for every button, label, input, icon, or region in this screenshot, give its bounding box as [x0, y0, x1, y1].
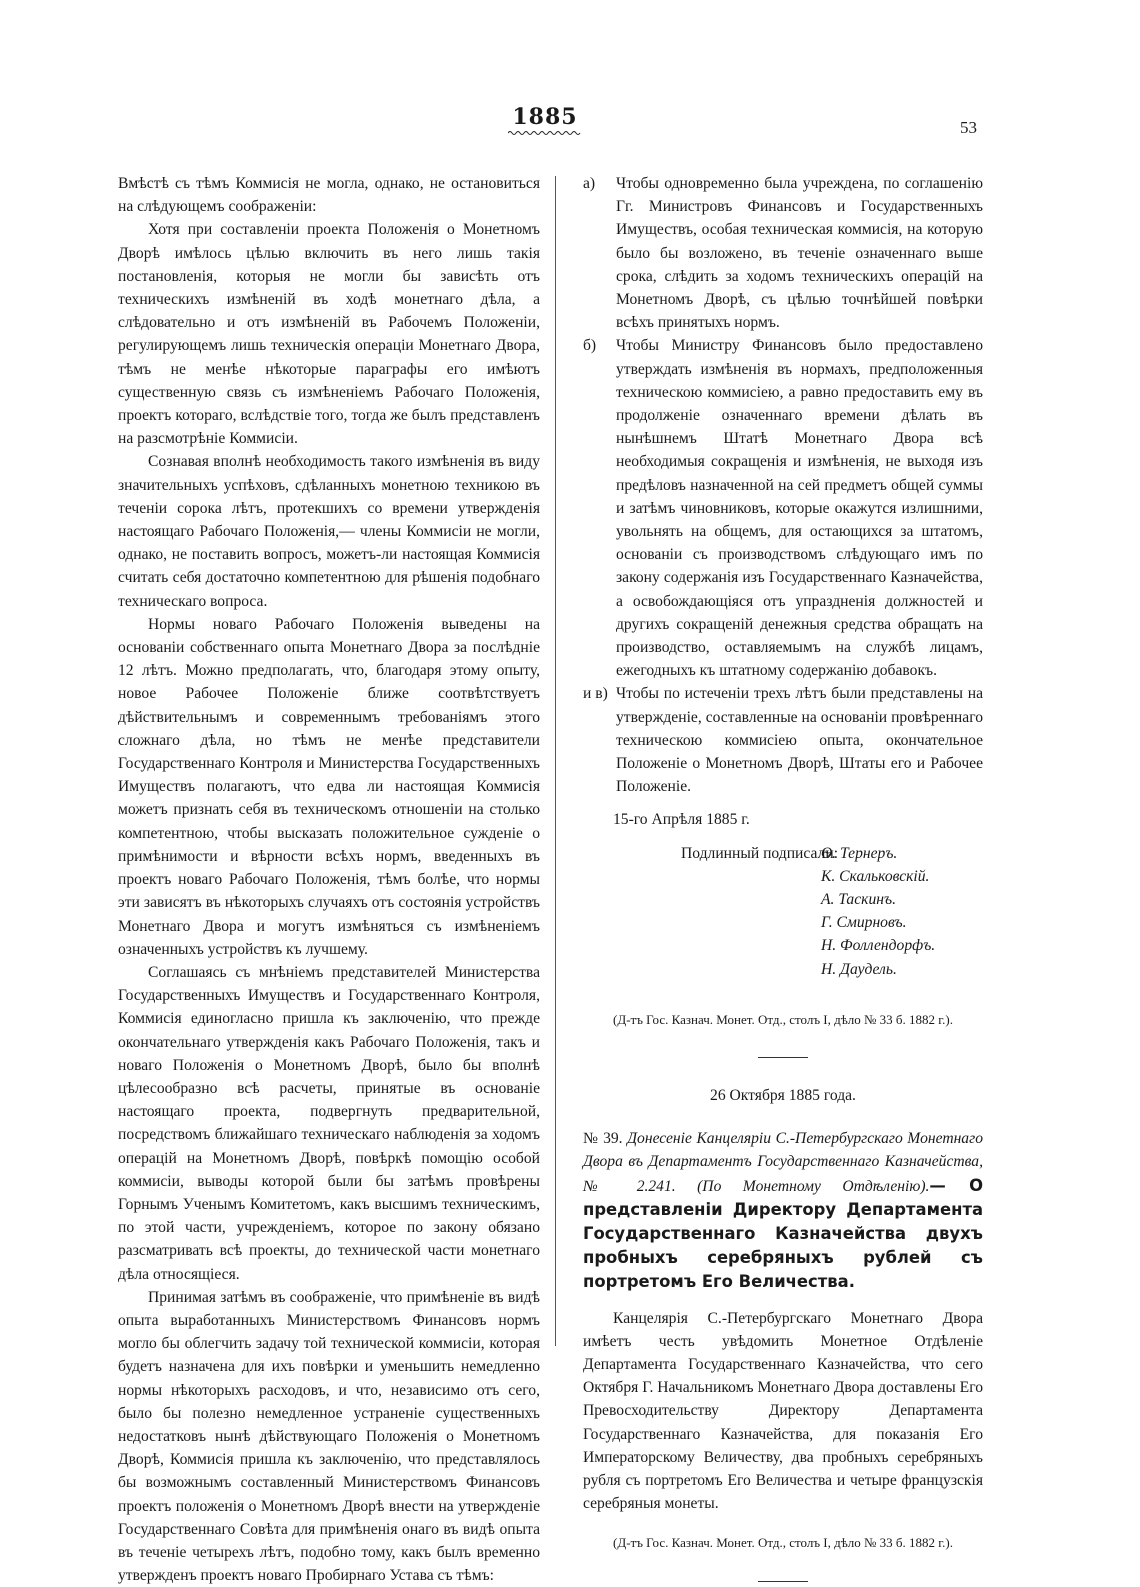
- signature: Г. Смирновъ.: [821, 914, 907, 932]
- archive-reference: (Д-тъ Гос. Казнач. Монет. Отд., столъ I, дѣло № 33 б. 1882 г.).: [613, 1535, 953, 1551]
- list-item: [583, 172, 983, 334]
- paragraph: Соглашаясь съ мнѣніемъ представителей Министерства Государственныхъ Имуществъ и Государственнаго Контроля, Коммисія единогласно пришла къ заключенію, что прежде окончательнаго утвержденія какъ Рабочаго Положенія, такъ и новаго Положенія о Монетномъ Дворѣ, было бы вполнѣ цѣлесообразно всѣ расчеты, принятые въ основаніе настоящаго проекта, подвергнуть предварительной, посредствомъ ближайшаго техническаго наблюденія за ходомъ операцій на Монетномъ Дворѣ, повѣркѣ помощію особой коммисіи, выводы которой были бы затѣмъ провѣрены Горнымъ Ученымъ Комитетомъ, какъ высшимъ техническимъ, по этой части, учрежденіемъ, которое по закону обязано разсматривать всѣ проекты, до технической части монетнаго дѣла относящіеся.: [118, 963, 540, 1283]
- signature: Ѳ. Тернеръ.: [821, 844, 898, 862]
- signature-list: [821, 842, 935, 981]
- paragraph: Сознавая вполнѣ необходимость такого измѣненія въ виду значительныхъ успѣховъ, сдѣланныхъ монетною техникою въ теченіи сорока лѣтъ, протекшихъ со времени утвержденія настоящаго Рабочаго Положенія,— члены Коммисіи не могли, однако, не поставить вопросъ, можетъ-ли настоящая Коммисія считать себя достаточно компетентною для рѣшенія подобнаго техническаго вопроса.: [118, 453, 540, 610]
- list-item-label: и в): [583, 685, 608, 703]
- signature: А. Таскинъ.: [821, 891, 896, 909]
- list-item: [583, 682, 983, 798]
- list-item-label: а): [583, 175, 596, 192]
- document-heading: [583, 1127, 983, 1294]
- paragraph: Вмѣстѣ съ тѣмъ Коммисія не могла, однако, не остановиться на слѣдующемъ соображеніи:: [118, 175, 540, 216]
- list-item-text: Чтобы по истеченіи трехъ лѣтъ были представлены на утвержденіе, составленные на основаніи провѣреннаго техническою коммисіею опыта, окончательное Положеніе о Монетномъ Дворѣ, Штаты его и Рабочее Положеніе.: [616, 685, 983, 796]
- list-item-label: б): [583, 337, 597, 355]
- list-item: [583, 334, 983, 682]
- left-column: [118, 172, 540, 1587]
- document-body: Канцелярія С.-Петербургскаго Монетнаго Двора имѣетъ честь увѣдомить Монетное Отдѣленіе Департамента Государственнаго Казначейства, что сего Октября Г. Начальникомъ Монетнаго Двора доставлены Его Превосходительству Директору Департамента Государственнаго Казначейства, для показанія Его Императорскому Величеству, два пробныхъ серебряныхъ рубля съ портретомъ Его Величества и четыре французскія серебряныя монеты.: [583, 1309, 983, 1513]
- wavy-underline: [508, 130, 582, 136]
- signature: Н. Фоллендорфъ.: [821, 937, 936, 955]
- list-item-text: Чтобы Министру Финансовъ было предоставлено утверждать измѣненія въ нормахъ, предположенныя техническою коммисіею, а равно предоставить ему въ продолженіе означеннаго времени дѣлать въ нынѣшнемъ Штатѣ Монетнаго Двора всѣ необходимыя сокращенія и измѣненія, не выходя изъ предѣловъ назначенной на сей предметъ общей суммы и затѣмъ чиновниковъ, которые окажутся излишними, увольнять на общемъ, для остающихся за штатомъ, основаніи съ производствомъ слѣдующаго имъ по закону содержанія изъ Государственнаго Казначейства, а освобождающіяся отъ упраздненія должностей и другихъ сокращеній денежныя средства обращать на производство, оставляемымъ на службѣ лицамъ, ежегодныхъ къ штатному содержанію добавокъ.: [616, 337, 983, 680]
- page-number: 53: [960, 118, 977, 137]
- column-divider: [555, 176, 556, 1346]
- signed-intro: Подлинный подписали:: [681, 844, 839, 862]
- separator-line: [758, 1057, 808, 1058]
- paragraph: Хотя при составленіи проекта Положенія о Монетномъ Дворѣ имѣлось цѣлью включить въ него лишь такія постановленія, которыя не могли бы зависѣть отъ техническихъ измѣненій въ ходѣ монетнаго дѣла, а слѣдовательно и отъ измѣненій въ Рабочемъ Положеніи, регулирующемъ лишь техническія операціи Монетнаго Двора, тѣмъ не менѣе нѣкоторые параграфы его имѣютъ существенную связь съ измѣненіемъ Рабочаго Положенія, проектъ котораго, вслѣдствіе того, тогда же былъ представленъ на разсмотрѣніе Коммисіи.: [118, 221, 540, 448]
- document-title-bold: — О представленіи Директору Департамента Государственнаго Казначейства двухъ пробныхъ серебряныхъ рублей съ портретомъ Его Величества.: [583, 1175, 983, 1292]
- right-column: [583, 172, 983, 1582]
- page-year-heading: 1885: [512, 104, 578, 130]
- signature: К. Скальковскій.: [821, 867, 930, 885]
- signature: Н. Даудель.: [821, 960, 897, 978]
- document-number: № 39.: [583, 1130, 623, 1148]
- document-date: 15-го Апрѣля 1885 г.: [613, 811, 750, 829]
- separator-line: [758, 1581, 808, 1582]
- signature-block: [583, 842, 983, 1004]
- section-date: 26 Октября 1885 года.: [710, 1086, 856, 1104]
- paragraph: Принимая затѣмъ въ соображеніе, что примѣненіе въ видѣ опыта выработанныхъ Министерствомъ Финансовъ нормъ могло бы облегчить задачу той технической коммисіи, которая будетъ назначена для ихъ повѣрки и уменьшить немедленно нормы нѣкоторыхъ расходовъ, и что, независимо отъ сего, было бы полезно немедленное устраненіе существенныхъ недостатковъ нынѣ дѣйствующаго Положенія о Монетномъ Дворѣ, Коммисія пришла къ заключенію, что представлялось бы возможнымъ составленный Министерствомъ Финансовъ проектъ положенія о Монетномъ Дворѣ внести на утвержденіе Государственнаго Совѣта для примѣненія онаго въ видѣ опыта въ теченіе четырехъ лѣтъ, подобно тому, какъ былъ временно утвержденъ проектъ новаго Пробирнаго Устава съ тѣмъ:: [118, 1288, 540, 1585]
- list-item-text: Чтобы одновременно была учреждена, по соглашенію Гг. Министровъ Финансовъ и Государственныхъ Имуществъ, особая техническая коммисія, на которую было бы возложено, въ теченіе означеннаго выше срока, слѣдить за ходомъ техническихъ операцій на Монетномъ Дворѣ, съ цѣлью точнѣйшей повѣрки всѣхъ принятыхъ нормъ.: [616, 175, 983, 332]
- archive-reference: (Д-тъ Гос. Казнач. Монет. Отд., столъ I, дѣло № 33 б. 1882 г.).: [613, 1011, 953, 1027]
- paragraph: Нормы новаго Рабочаго Положенія выведены на основаніи собственнаго опыта Монетнаго Двора за послѣдніе 12 лѣтъ. Можно предполагать, что, благодаря этому опыту, новое Рабочее Положеніе ближе соотвѣтствуетъ дѣйствительнымъ и современнымъ требованіямъ этого сложнаго дѣла, но тѣмъ не менѣе представители Государственнаго Контроля и Министерства Государственныхъ Имуществъ полагаютъ, что едва ли настоящая Коммисія можетъ признать себя въ техническомъ отношеніи на столько компетентною, чтобы высказать положительное сужденіе о примѣнимости и вѣрности всѣхъ нормъ, введенныхъ въ проектъ новаго Рабочаго Положенія, тѣмъ болѣе, что нормы эти зависятъ въ нѣкоторыхъ случаяхъ отъ состоянія устройствъ Монетнаго Двора и могутъ измѣняться съ измѣненіемъ означенныхъ устройствъ къ лучшему.: [118, 615, 540, 958]
- document-title-italic: Донесеніе Канцеляріи С.-Петербургскаго Монетнаго Двора въ Департаментъ Государственнаго Казначейства, № 2.241. (По Монетному Отдѣленію).: [583, 1130, 983, 1195]
